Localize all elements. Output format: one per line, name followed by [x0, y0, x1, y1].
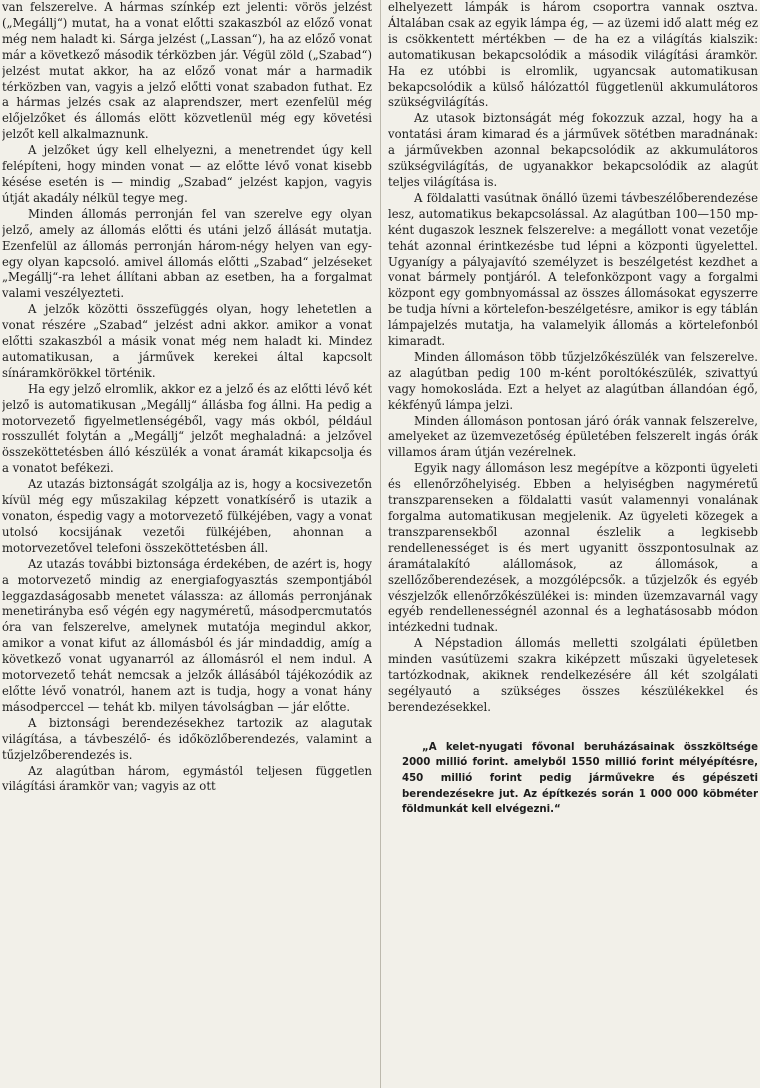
paragraph: A jelzőket úgy kell elhelyezni, a menetrendet úgy kell felépíteni, hogy minden vonat — az előtte lévő vonat kisebb késése esetén is — mindig „Szabad“ jelzést kapjon, vagyis útját akadály nélkül tegye meg. [2, 143, 372, 205]
paragraph: van felszerelve. A hármas színkép ezt jelenti: vörös jelzést („Megállj“) mutat, ha a vonat előtti szakaszból az előző vonat még nem haladt ki. Sárga jelzést („Lassan“), ha az előző vonat már a következő második térközben jár. Végül zöld („Szabad“) jelzést mutat akkor, ha az előző vonat már a harmadik térközben van, vagyis a jelző előtti vonat szabadon futhat. Ez a hármas jelzés csak az alaprendszer, mert ezenfelül még előjelzőket és állomás elött közvetlenül még egy követési jelzőt kell alkalmaznunk. [2, 0, 372, 142]
paragraph: A jelzők közötti összefüggés olyan, hogy lehetetlen a vonat részére „Szabad“ jelzést adni akkor. amikor a vonat előtti szakaszból a másik vonat még nem haladt ki. Mindez automatikusan, a járművek kerekei által kapcsolt sínáramkörökkel történik. [2, 302, 372, 380]
paragraph: Ha egy jelző elromlik, akkor ez a jelző és az előtti lévő két jelző is automatikusan „Megállj“ állásba fog állni. Ha pedig a motorvezető figyelmetlenségéből, vagy más okból, például rosszullét folytán a „Megállj“ jelzőt meghaladná: a jelzővel összeköttetésben álló készülék a vonat áramát kikapcsolja és a vonatot befékezi. [2, 381, 372, 476]
paragraph: Minden állomás perronján fel van szerelve egy olyan jelző, amely az állomás előtti és utáni jelző állását mutatja. Ezenfelül az állomás perronján három-négy helyen van egy-egy olyan kapcsoló. amivel állomás előtti „Szabad“ jelzéseket „Megállj“-ra lehet állítani abban az esetben, ha a forgalmat valami veszélyezteti. [2, 206, 372, 301]
paragraph: elhelyezett lámpák is három csoportra vannak osztva. Általában csak az egyik lámpa ég, — az üzemi idő alatt még ez is csökkentett mértékben — de ha ez a világítás kialszik: automatikusan bekapcsolódik a második világítási áramkör. Ha ez utóbbi is elromlik, ugyancsak automatikusan bekapcsolódik a külső hálózattól függetlenül akkumulátoros szükségvilágítás. [388, 0, 758, 110]
left-column [2, 0, 372, 1088]
right-column-paragraphs [388, 0, 758, 716]
paragraph: A Népstadion állomás melletti szolgálati épületben minden vasútüzemi szakra kiképzett műszaki ügyeletesek tartózkodnak, akiknek rendelkezésére áll két szolgálati segélyautó a szükséges összes készülékekkel és berendezésekkel. [388, 636, 758, 714]
right-column [388, 0, 758, 1088]
paragraph: Az utasok biztonságát még fokozzuk azzal, hogy ha a vontatási áram kimarad és a járművek sötétben maradnának: a járművekben azonnal bekapcsolódik az akkumulátoros szükségvilágítás, de ugyanakkor bekapcsolódik az alagút teljes világítása is. [388, 111, 758, 189]
column-divider [380, 0, 381, 1088]
highlight-quote: „A kelet-nyugati fővonal beruházásainak összköltsége 2000 millió forint. amelyből 1550 millió forint mélyépítésre, 450 millió forint pedig járművekre és gépészeti berendezésekre jut. Az építkezés során 1 000 000 köbméter földmunkát kell elvégezni.“ [402, 741, 758, 816]
paragraph: A biztonsági berendezésekhez tartozik az alagutak világítása, a távbeszélő- és időközlőberendezés, valamint a tűzjelzőberendezés is. [2, 715, 372, 762]
paragraph: Minden állomáson több tűzjelzőkészülék van felszerelve. az alagútban pedig 100 m-ként poroltókészülék, szivattyú vagy homokosláda. Ezt a helyet az alagútban állandóan égő, kékfényű lámpa jelzi. [388, 349, 758, 412]
paragraph: Minden állomáson pontosan járó órák vannak felszerelve, amelyeket az üzemvezetőség épületében felszerelt ingás órák villamos áram útján vezérelnek. [388, 413, 758, 460]
paragraph: Az alagútban három, egymástól teljesen független világítási áramkör van; vagyis az ott [2, 763, 372, 794]
paragraph: Egyik nagy állomáson lesz megépítve a központi ügyeleti és ellenőrzőhelyiség. Ebben a helyiségben nagyméretű transzparenseken a földalatti vasút valamennyi vonalának forgalma automatikusan megjelenik. Az ügyeleti közegek a transzparensekből azonnal észlelik a legkisebb rendellenességet is és mert ugyanitt összpontosulnak az áramátalakító alállomások, az állomások, a szellőzőberendezések, a mozgólépcsők. a tűzjelzők és egyéb vészjelzők ellenőrzőkészülékei is: minden üzemzavarnál vagy egyéb rendellenességnél azonnal és a leghatásosabb módon intézkedni tudnak. [388, 461, 758, 635]
paragraph: A földalatti vasútnak önálló üzemi távbeszélőberendezése lesz, automatikus bekapcsolással. Az alagútban 100—150 mp-ként dugaszok lesznek felszerelve: a megállott vonat vezetője tehát azonnal érintkezésbe tud lépni a központi ügyelettel. Ugyanígy a pályajavító személyzet is beszélgetést kezdhet a vonat bármely pontjáról. A telefonközpont vagy a forgalmi központ egy gombnyomással az összes állomásokat egyszerre be tudja hívni a körtelefon-beszélgetésre, amikor is egy táblán lámpajelzés mutatja, ha valamelyik állomás a körtelefonból kimaradt. [388, 190, 758, 349]
paragraph: Az utazás biztonságát szolgálja az is, hogy a kocsivezetőn kívül még egy műszakilag képzett vonatkísérő is utazik a vonaton, éspedig vagy a motorvezető fülkéjében, vagy a vonat utolsó kocsijának vezetői fülkéjében, ahonnan a motorvezetővel telefoni összeköttetésben áll. [2, 477, 372, 555]
paragraph: Az utazás további biztonsága érdekében, de azért is, hogy a motorvezető mindig az energiafogyasztás szempontjából leggazdaságosabb menetet válassza: az állomás perronjának menetirányba eső végén egy nagyméretű, másodpercmutatós óra van felszerelve, amelynek mutatója megindul akkor, amikor a vonat kifut az állomásból és jár mindaddig, amíg a következő vonat ugyanarról az állomásról el nem indul. A motorvezető tehát nemcsak a jelzők állásából tájékozódik az előtte lévő vonatról, hanem azt is tudja, hogy a vonat hány másodperccel — tehát kb. milyen távolságban — jár előtte. [2, 556, 372, 714]
